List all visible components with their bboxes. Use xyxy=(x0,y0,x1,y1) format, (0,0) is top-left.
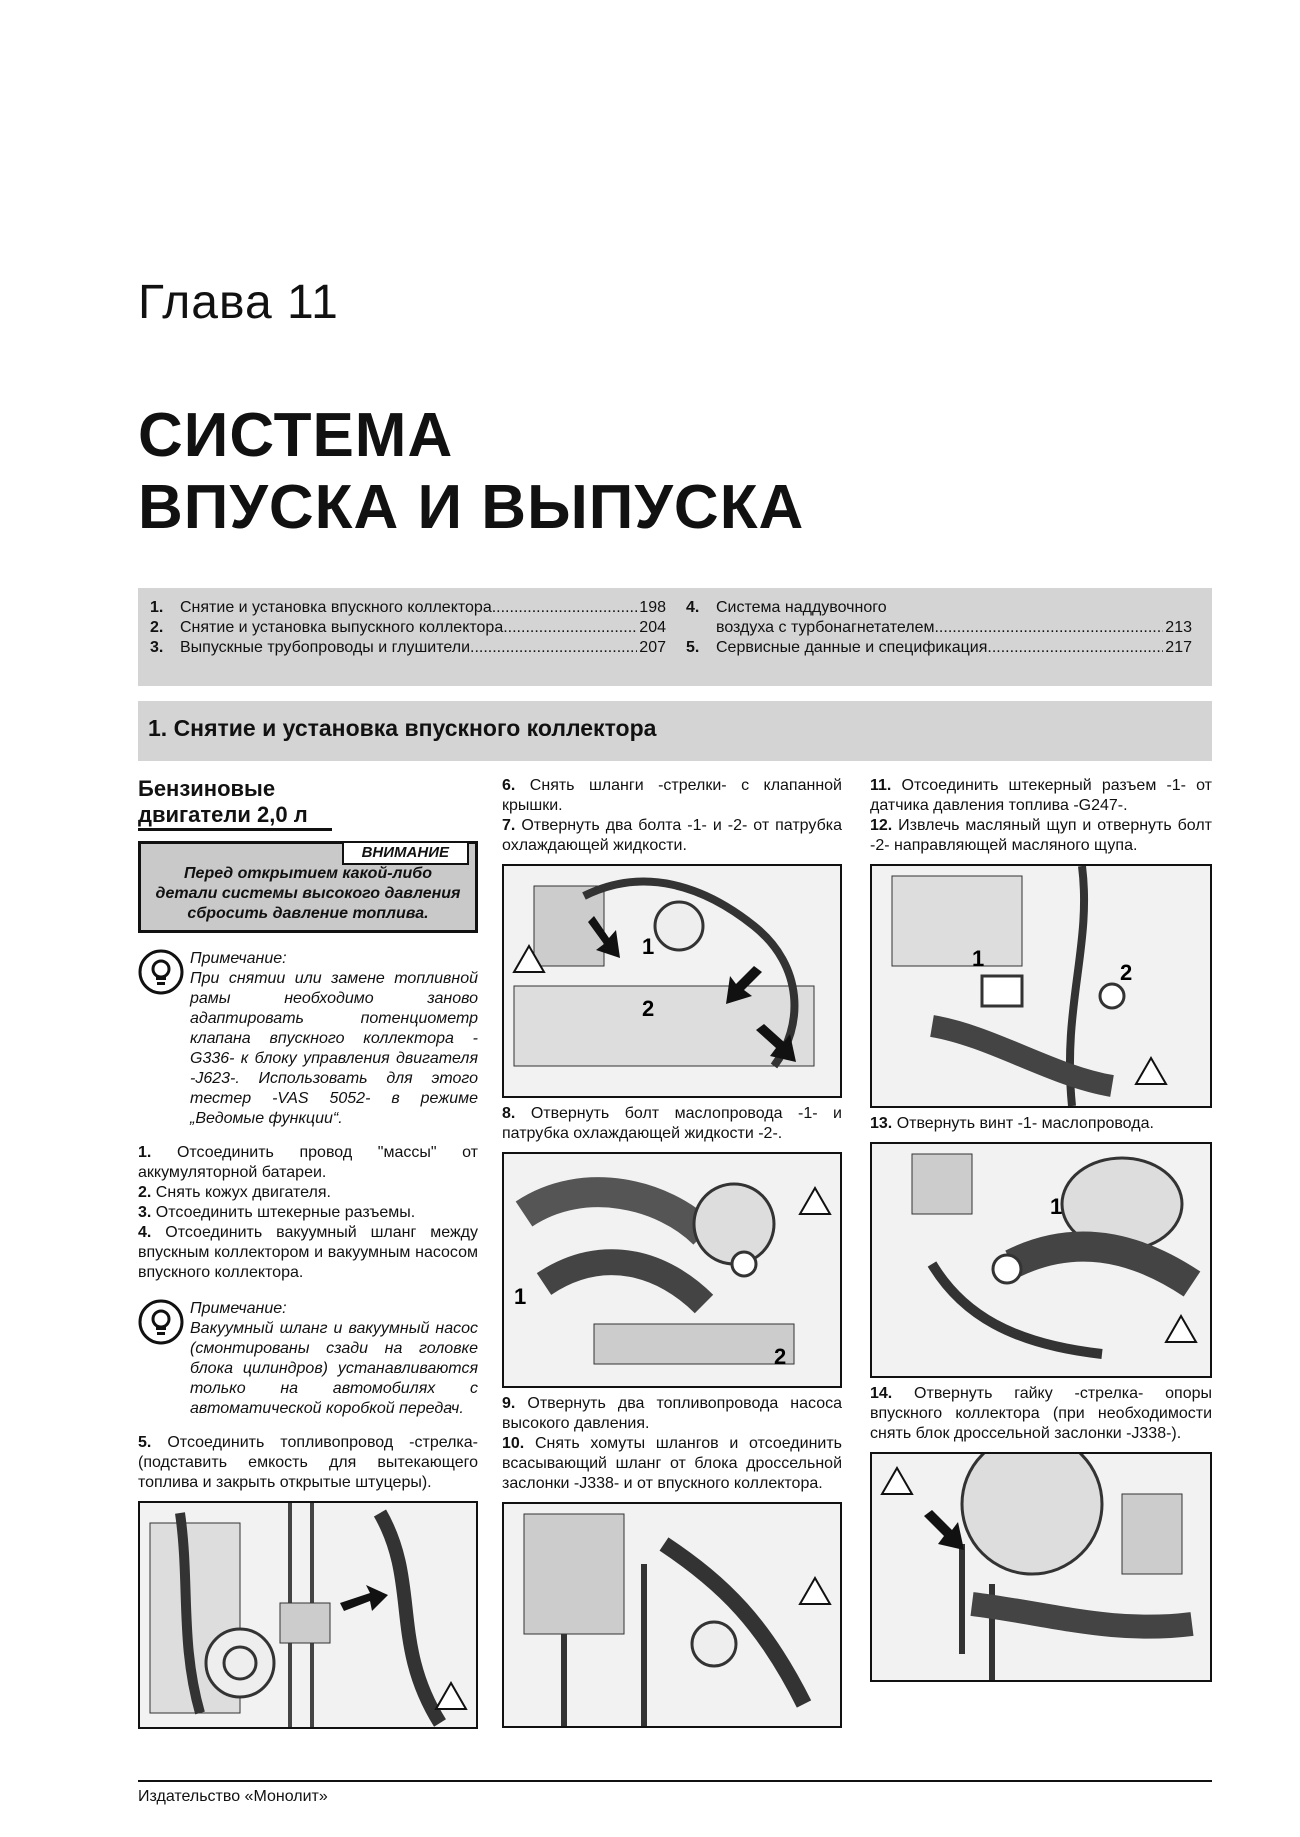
engine-illustration xyxy=(504,866,840,1096)
engine-illustration xyxy=(504,1504,840,1726)
note-2 xyxy=(138,1299,478,1419)
step-10: 10. Снять хомуты шлангов и отсоединить всасывающий шланг от блока дроссельной заслонки -J338- и от впускного коллектора. xyxy=(502,1435,843,1492)
step-7: 7. Отвернуть два болта -1- и -2- от патрубка охлаждающей жидкости. xyxy=(502,817,842,854)
step-8: 8. Отвернуть болт маслопровода -1- и патрубка охлаждающей жидкости -2-. xyxy=(502,1105,842,1142)
toc-right-column xyxy=(686,598,1192,658)
chapter-title-line2: ВПУСКА И ВЫПУСКА xyxy=(138,473,805,542)
figure-step-10 xyxy=(502,1502,842,1728)
note-title: Примечание: xyxy=(190,1300,287,1317)
toc-entry-cont[interactable] xyxy=(686,618,1192,638)
callout-2: 2 xyxy=(774,1344,787,1369)
step-3: 3. Отсоединить штекерные разъемы. xyxy=(138,1204,416,1221)
figure-step-14 xyxy=(870,1452,1212,1682)
step-2: 2. Снять кожух двигателя. xyxy=(138,1184,331,1201)
toc-text: Система наддувочного xyxy=(716,599,887,616)
toc-text: Снятие и установка выпускного коллектора xyxy=(180,619,504,636)
engine-illustration xyxy=(872,1144,1210,1376)
toc-entry[interactable] xyxy=(150,638,666,658)
step-12: 12. Извлечь масляный щуп и отвернуть болт -2- направляющей масляного щупа. xyxy=(870,817,1212,854)
toc-text: воздуха с турбонагнетателем xyxy=(716,619,935,636)
figure-step-12 xyxy=(870,864,1212,1108)
engine-illustration xyxy=(872,866,1210,1106)
toc-text: Выпускные трубопроводы и глушители xyxy=(180,639,470,656)
figure-step-8 xyxy=(502,1152,842,1388)
toc-text: Сервисные данные и спецификация xyxy=(716,639,988,656)
callout-1: 1 xyxy=(972,946,985,971)
lightbulb-icon xyxy=(138,949,190,1129)
step-14: 14. Отвернуть гайку -стрелка- опоры впускного коллектора (при необходимости снять блок дроссельной заслонки -J338-). xyxy=(870,1385,1212,1442)
column-2 xyxy=(502,776,842,1728)
toc-text: Снятие и установка впускного коллектора xyxy=(180,599,492,616)
figure-step-5 xyxy=(138,1501,478,1729)
step-6: 6. Снять шланги -стрелки- с клапанной крышки. xyxy=(502,777,842,814)
lightbulb-icon xyxy=(138,1299,190,1419)
step-5: 5. Отсоединить топливопровод -стрелка- (подставить емкость для вытекающего топлива и закрыть открытые штуцеры). xyxy=(138,1434,478,1491)
figure-step-7 xyxy=(502,864,842,1098)
callout-2: 2 xyxy=(1120,960,1133,985)
figure-step-13 xyxy=(870,1142,1212,1378)
step-list xyxy=(138,1143,478,1283)
toc-entry[interactable] xyxy=(150,598,666,618)
step-1: 1. Отсоединить провод "массы" от аккумуляторной батареи. xyxy=(138,1144,478,1181)
arrow-icon xyxy=(340,1585,388,1611)
callout-2: 2 xyxy=(642,996,655,1021)
arrow-icon xyxy=(924,1510,964,1550)
note-1 xyxy=(138,949,478,1129)
toc-page: 198 xyxy=(639,599,666,616)
warning-text: Перед открытием какой-либо детали системы высокого давления сбросить давление топлива. xyxy=(155,865,461,922)
toc-num: 4. xyxy=(686,599,700,616)
subsection-heading: Бензиновые двигатели 2,0 л xyxy=(138,776,332,831)
toc-page: 217 xyxy=(1165,639,1192,656)
warning-box xyxy=(138,841,478,933)
callout-1: 1 xyxy=(642,934,655,959)
chapter-title-line1: СИСТЕМА xyxy=(138,401,454,470)
step-11: 11. Отсоединить штекерный разъем -1- от датчика давления топлива -G247-. xyxy=(870,777,1212,814)
footer-divider xyxy=(138,1780,1212,1782)
note-text: При снятии или замене топливной рамы необходимо заново адаптировать потенциометр клапана впускного коллектора -G336- к блоку управления двигателя -J623-. Использовать для этого тестер -VAS 5052- в режиме „Ведомые функции“. xyxy=(190,970,478,1127)
section-header xyxy=(138,701,1212,761)
toc-entry[interactable] xyxy=(686,638,1192,658)
table-of-contents xyxy=(138,588,1212,686)
callout-1: 1 xyxy=(1050,1194,1063,1219)
note-title: Примечание: xyxy=(190,950,287,967)
callout-1: 1 xyxy=(514,1284,527,1309)
toc-left-column xyxy=(150,598,666,658)
toc-num: 2. xyxy=(150,619,164,636)
warning-tag: ВНИМАНИЕ xyxy=(342,841,469,865)
column-1 xyxy=(138,776,478,1729)
toc-entry[interactable] xyxy=(686,598,1192,618)
publisher-footer: Издательство «Монолит» xyxy=(138,1788,328,1805)
step-9: 9. Отвернуть два топливопровода насоса высокого давления. xyxy=(502,1395,842,1432)
section-title: 1. Снятие и установка впускного коллектора xyxy=(148,715,657,741)
toc-page: 204 xyxy=(639,619,666,636)
column-3 xyxy=(870,776,1212,1682)
note-text: Вакуумный шланг и вакуумный насос (смонтированы сзади на головке блока цилиндров) устанавливаются только на автомобилях с автоматической коробкой передач. xyxy=(190,1320,478,1417)
engine-illustration xyxy=(872,1454,1210,1680)
step-13: 13. Отвернуть винт -1- маслопровода. xyxy=(870,1115,1154,1132)
toc-num: 1. xyxy=(150,599,164,616)
engine-illustration xyxy=(140,1503,476,1727)
toc-page: 213 xyxy=(1165,619,1192,636)
engine-illustration xyxy=(504,1154,840,1386)
chapter-title xyxy=(138,400,804,544)
step-4: 4. Отсоединить вакуумный шланг между впускным коллектором и вакуумным насосом впускного коллектора. xyxy=(138,1224,478,1281)
toc-num: 5. xyxy=(686,639,700,656)
toc-num: 3. xyxy=(150,639,164,656)
chapter-label: Глава 11 xyxy=(138,276,339,329)
toc-entry[interactable] xyxy=(150,618,666,638)
toc-page: 207 xyxy=(639,639,666,656)
